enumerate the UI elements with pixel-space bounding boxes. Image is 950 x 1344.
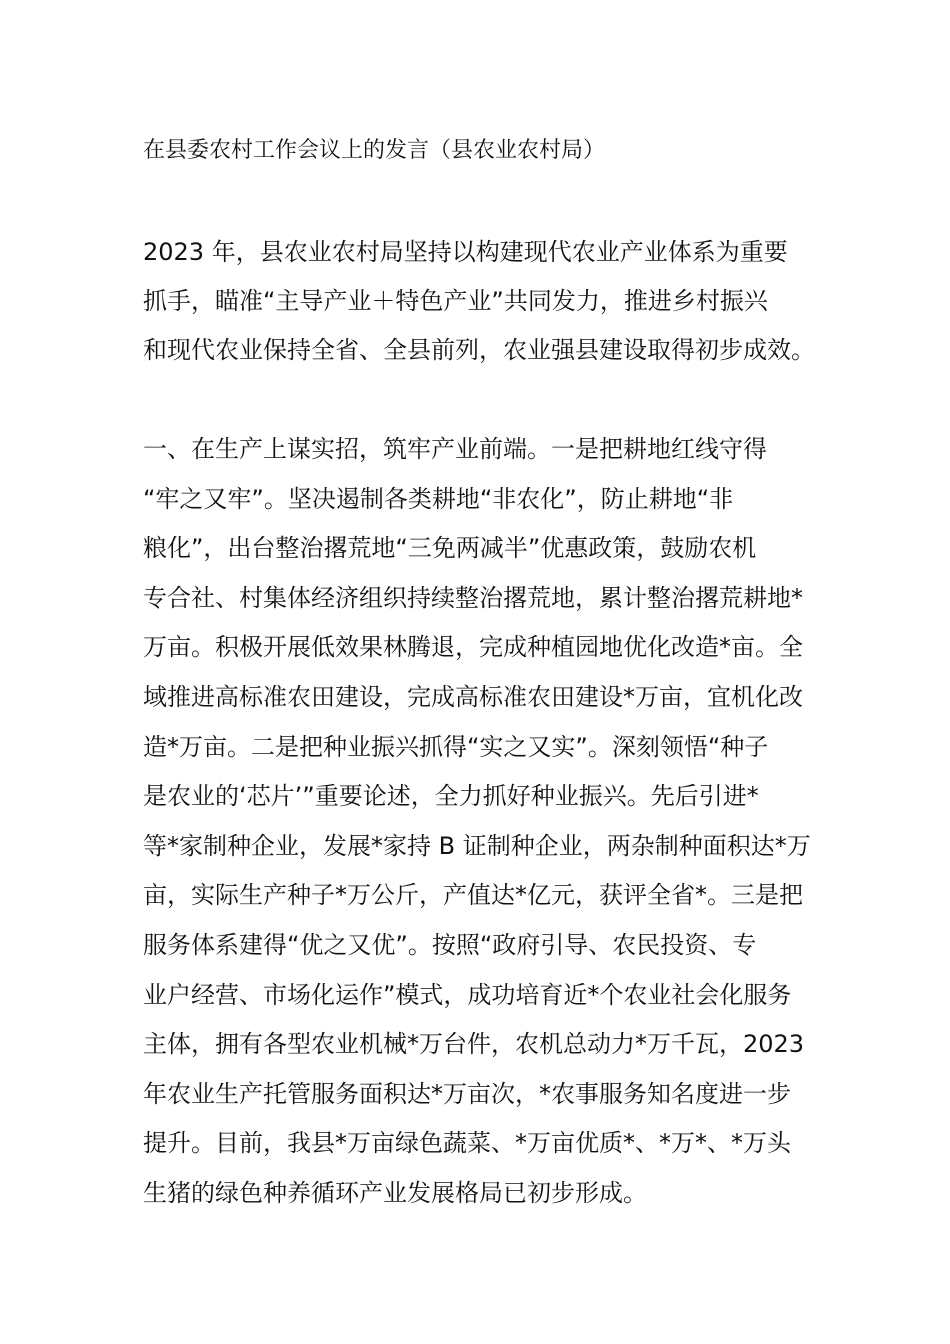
text-line: 主体，拥有各型农业机械*万台件，农机总动力*万千瓦，2023 (143, 1030, 805, 1059)
text-line: 提升。目前，我县*万亩绿色蔬菜、*万亩优质*、*万*、*万头 (143, 1129, 791, 1158)
document-title: 在县委农村工作会议上的发言（县农业农村局） (143, 138, 606, 163)
text-line: 年农业生产托管服务面积达*万亩次，*农事服务知名度进一步 (143, 1079, 791, 1108)
text-line: 万亩。积极开展低效果林腾退，完成种植园地优化改造*亩。全 (143, 633, 803, 662)
text-line: 粮化”，出台整治撂荒地“三免两减半”优惠政策，鼓励农机 (143, 534, 757, 563)
text-line: 服务体系建得“优之又优”。按照“政府引导、农民投资、专 (143, 930, 757, 959)
intro-paragraph (143, 228, 813, 375)
text-line: “牢之又牢”。坚决遏制各类耕地“非农化”，防止耕地“非 (143, 484, 734, 513)
text-line: 2023 年，县农业农村局坚持以构建现代农业产业体系为重要 (143, 238, 788, 266)
text-line: 生猪的绿色种养循环产业发展格局已初步形成。 (143, 1178, 647, 1207)
text-line: 抓手，瞄准“主导产业＋特色产业”共同发力，推进乡村振兴 (143, 287, 768, 315)
text-line: 一、在生产上谋实招，筑牢产业前端。一是把耕地红线守得 (143, 435, 767, 463)
section-1-paragraph (143, 425, 813, 1219)
text-line: 业户经营、市场化运作”模式，成功培育近*个农业社会化服务 (143, 980, 792, 1009)
text-line: 造*万亩。二是把种业振兴抓得“实之又实”。深刻领悟“种子 (143, 732, 769, 761)
text-line: 专合社、村集体经济组织持续整治撂荒地，累计整治撂荒耕地* (143, 583, 803, 612)
text-line: 亩，实际生产种子*万公斤，产值达*亿元，获评全省*。三是把 (143, 881, 803, 910)
text-line: 是农业的‘芯片’”重要论述，全力抓好种业振兴。先后引进* (143, 782, 759, 811)
text-line: 和现代农业保持全省、全县前列，农业强县建设取得初步成效。 (143, 336, 815, 364)
text-line: 域推进高标准农田建设，完成高标准农田建设*万亩，宜机化改 (143, 682, 803, 711)
text-line: 等*家制种企业，发展*家持 B 证制种企业，两杂制种面积达*万 (143, 831, 811, 860)
